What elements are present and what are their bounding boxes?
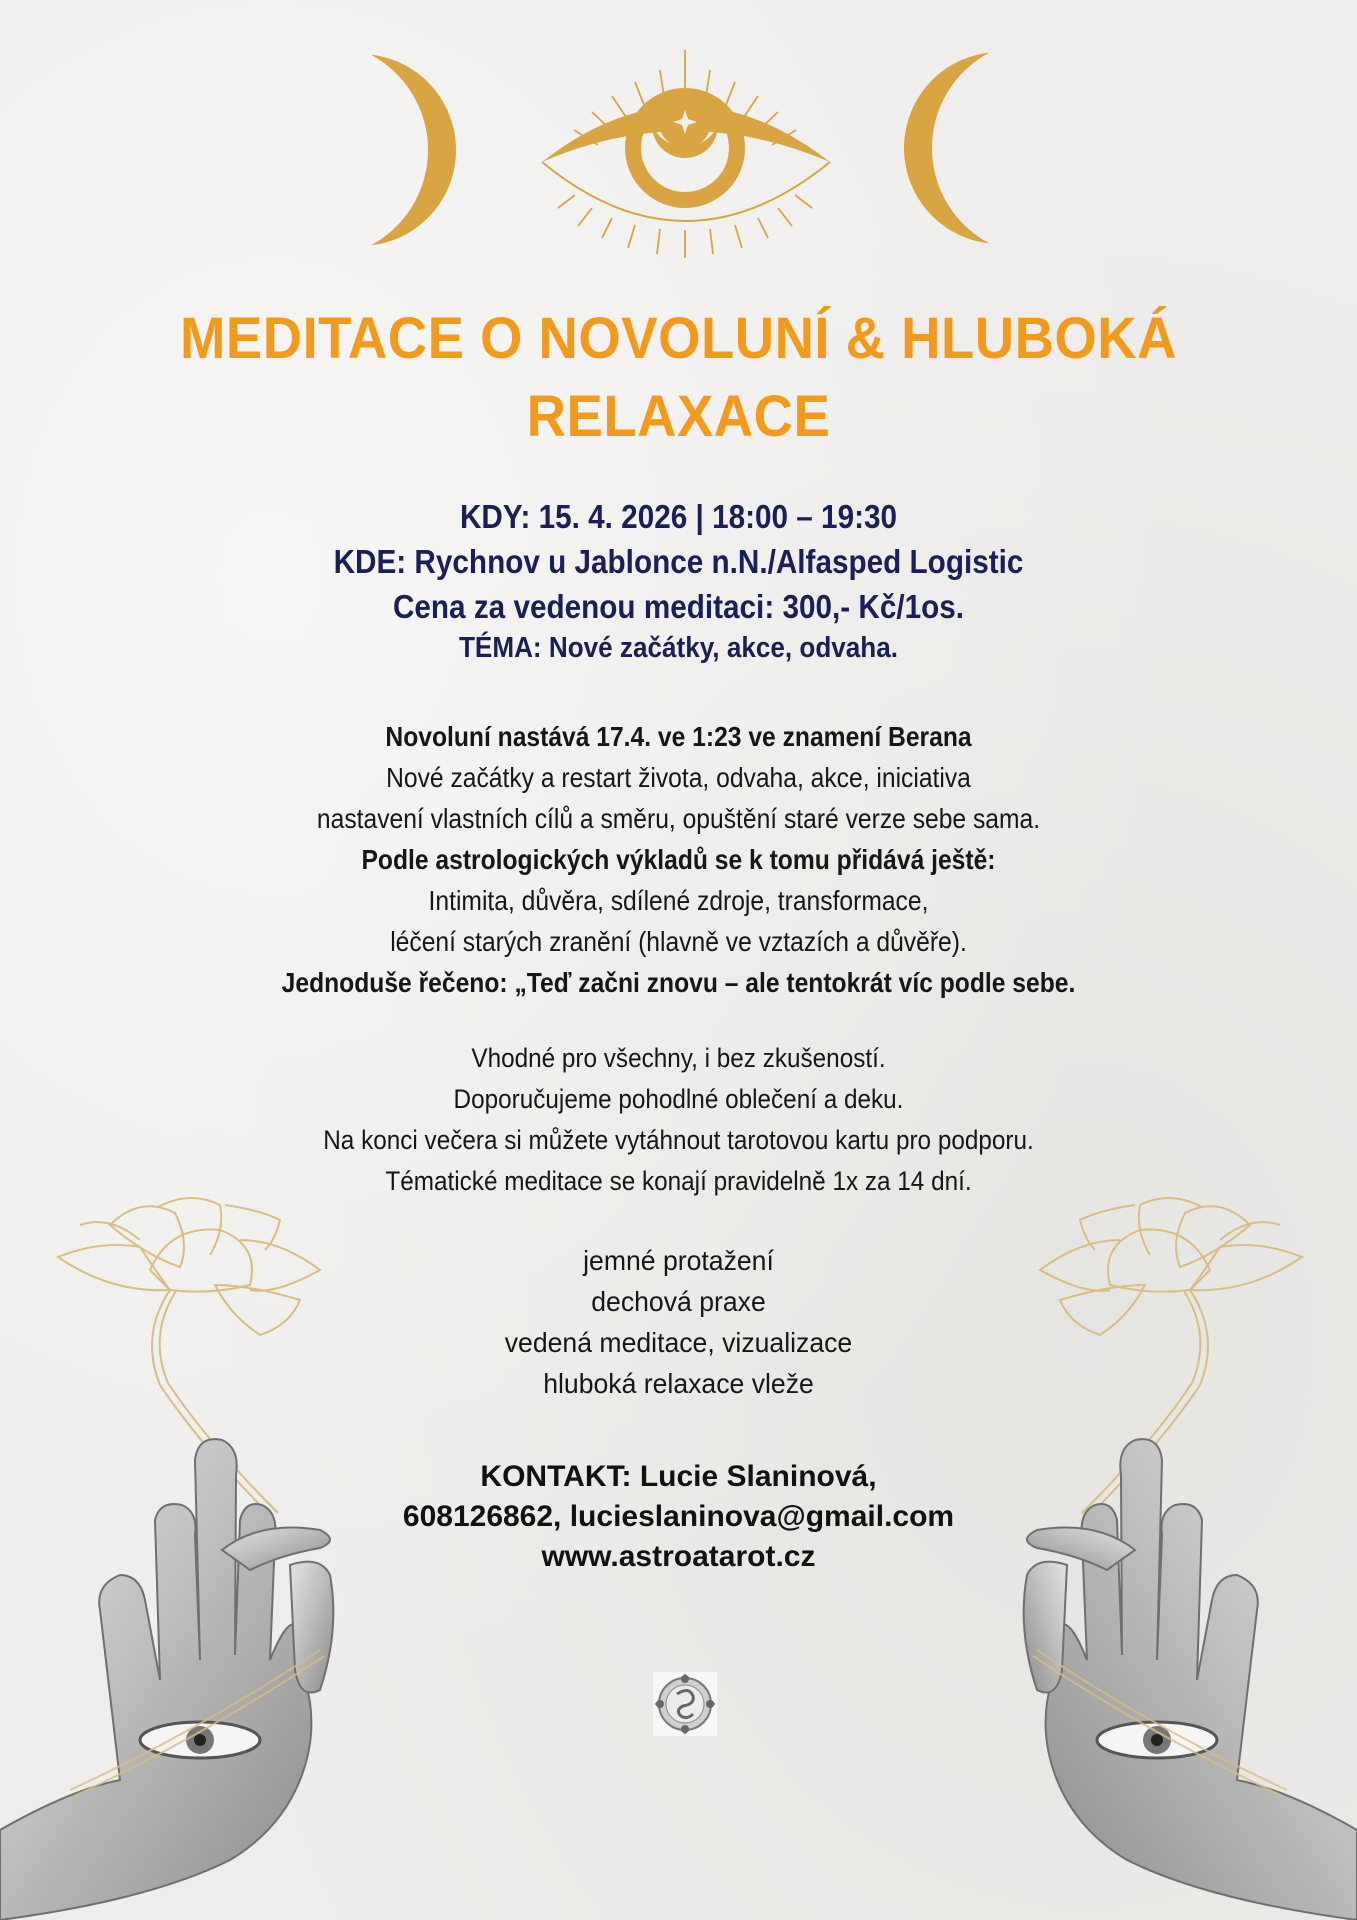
info-line: Tématické meditace se konají pravidelně 1x za 14 dní. (385, 1166, 972, 1196)
event-when: KDY: 15. 4. 2026 | 18:00 – 19:30 (459, 498, 898, 535)
program-item: jemné protažení (583, 1245, 774, 1276)
astrology-line: Podle astrologických výkladů se k tomu přidává ještě: (361, 844, 996, 875)
astrology-line: léčení starých zranění (hlavně ve vztazích a důvěře). (390, 926, 967, 957)
astrology-line: Jednoduše řečeno: „Teď začni znovu – ale tentokrát víc podle sebe. (281, 967, 1076, 998)
hand-mudra-icon (997, 1360, 1357, 1920)
event-title-line2: RELAXACE (526, 384, 831, 449)
contact-website-link[interactable]: www.astroatarot.cz (541, 1540, 816, 1573)
astrology-line: Intimita, důvěra, sdílené zdroje, transformace, (428, 885, 929, 916)
contact-name: KONTAKT: Lucie Slaninová, (480, 1460, 877, 1493)
program-item: vedená meditace, vizualizace (504, 1327, 853, 1358)
event-where: KDE: Rychnov u Jablonce n.N./Alfasped Logistic (333, 543, 1024, 580)
astrology-line: nastavení vlastních cílů a směru, opuštění staré verze sebe sama. (316, 803, 1041, 834)
astrology-line: Novoluní nastává 17.4. ve 1:23 ve znamení Berana (385, 721, 972, 752)
info-line: Na konci večera si můžete vytáhnout tarotovou kartu pro podporu. (323, 1125, 1034, 1155)
event-price: Cena za vedenou meditaci: 300,- Kč/1os. (392, 588, 965, 625)
event-theme: TÉMA: Nové začátky, akce, odvaha. (458, 632, 899, 664)
dragon-seal-logo-icon (653, 1672, 717, 1736)
astrology-line: Nové začátky a restart života, odvaha, akce, iniciativa (386, 762, 971, 793)
hand-mudra-icon (0, 1360, 360, 1920)
program-item: dechová praxe (591, 1286, 766, 1317)
info-line: Doporučujeme pohodlné oblečení a deku. (453, 1084, 904, 1114)
contact-phone-email[interactable]: 608126862, lucieslaninova@gmail.com (402, 1500, 955, 1533)
moon-eye-emblem-icon (330, 30, 1030, 260)
event-title-line1: MEDITACE O NOVOLUNÍ & HLUBOKÁ (180, 306, 1177, 371)
info-line: Vhodné pro všechny, i bez zkušeností. (471, 1043, 886, 1073)
program-item: hluboká relaxace vleže (543, 1368, 814, 1399)
